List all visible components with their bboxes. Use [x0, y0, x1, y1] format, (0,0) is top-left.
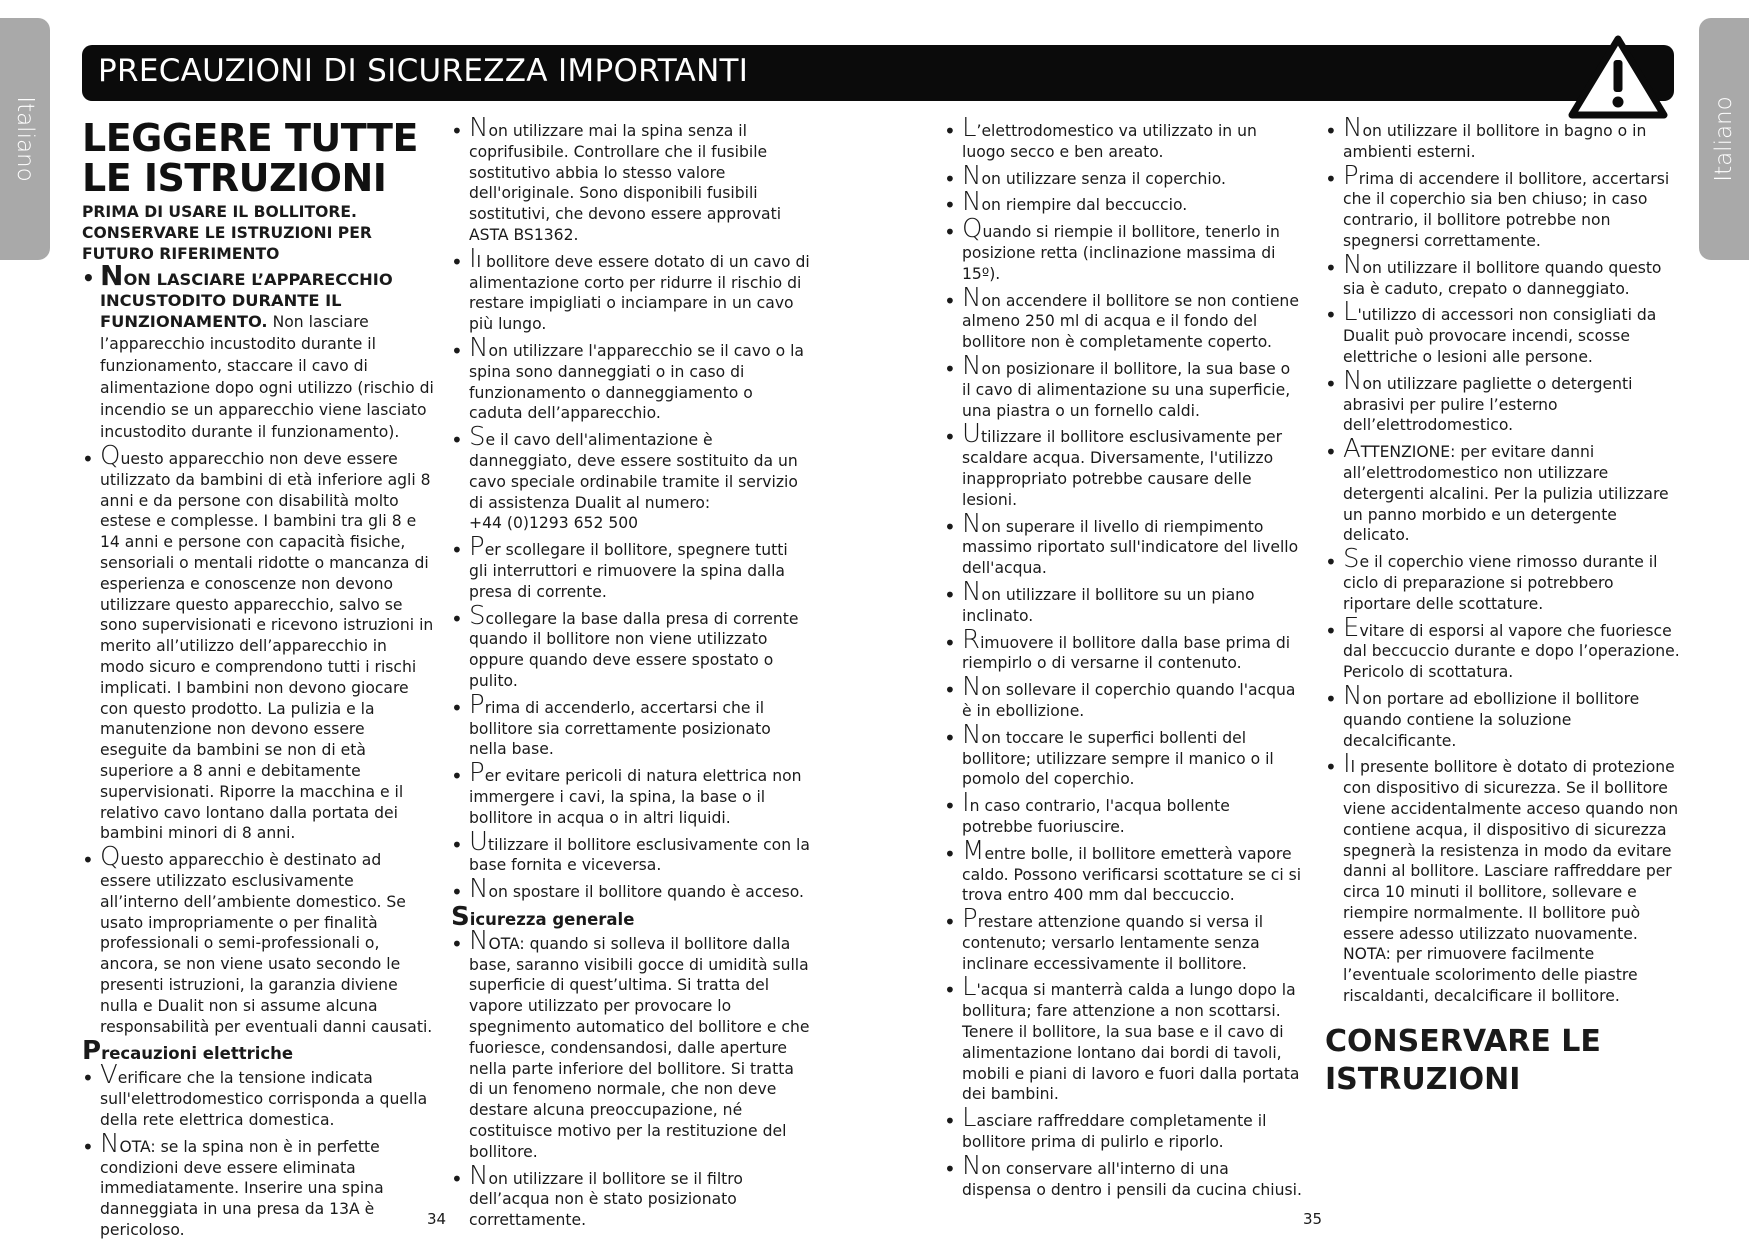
- item-initial: I: [962, 788, 970, 819]
- item-initial: U: [962, 419, 982, 450]
- item-initial: L: [962, 113, 977, 143]
- col2-section-list: [451, 925, 811, 1231]
- item-text: tilizzare il bollitore esclusivamente con la base fornita e viceversa.: [469, 835, 810, 875]
- item-initial: S: [1343, 544, 1360, 575]
- list-item: [1325, 434, 1681, 546]
- list-item: [1325, 680, 1681, 751]
- item-text: uando si riempie il bollitore, tenerlo in posizione retta (inclinazione massima di 15º).: [962, 223, 1280, 283]
- list-item: [82, 441, 434, 844]
- list-item: [451, 689, 811, 760]
- list-item: [451, 826, 811, 877]
- page-number-right: 35: [1303, 1210, 1323, 1228]
- col1-list: [82, 259, 434, 1037]
- list-item: [944, 508, 1302, 579]
- lead-rest-text: Non lasciare l’apparecchio incustodito durante il funzionamento, staccare il cavo di alimentazione dopo ogni utilizzo (rischio di incendio se un apparecchio viene lasciato incustodito durante il funzionamento).: [100, 313, 434, 441]
- list-item: [451, 874, 811, 905]
- item-text: er scollegare il bollitore, spegnere tutti gli interruttori e rimuovere la spina dalla presa di corrente.: [469, 541, 788, 601]
- item-text: entre bolle, il bollitore emetterà vapore caldo. Possono verificarsi scottature se ci si trova entro 400 mm dal beccuccio.: [962, 844, 1302, 905]
- list-item: [944, 835, 1302, 906]
- item-text: uesto apparecchio non deve essere utilizzato da bambini di età inferiore agli 8 anni e da persone con disabilità molto estese e complesse. I bambini tra gli 8 e 14 anni e persone con capacità fisiche, sensoriali o mentali ridotte o mancanza di esperienza e conoscenze non devono utilizzare questo apparecchio, salvo se sono supervisionati e ricevono istruzioni in merito all’utilizzo dell’apparecchio in modo sicuro e comprendono tutti i rischi implicati. I bambini non devono giocare con questo prodotto. La pulizia e la manutenzione non devono essere eseguite da bambini se non di età superiore a 8 anni e debitamente supervisionati. Riporre la macchina e il relativo cavo lontano dalla portata dei bambini minori di 8 anni.: [100, 450, 434, 843]
- list-item: [944, 624, 1302, 675]
- language-tab-left-label: Italiano: [12, 96, 38, 182]
- item-initial: N: [962, 508, 982, 539]
- item-text: n caso contrario, l'acqua bollente potrebbe fuoriuscire.: [962, 797, 1230, 836]
- list-item: [944, 719, 1302, 790]
- item-text: on utilizzare senza il coperchio.: [981, 169, 1226, 188]
- item-initial: P: [1343, 160, 1359, 191]
- item-initial: I: [469, 243, 477, 274]
- list-item: [944, 788, 1302, 838]
- item-text: asciare raffreddare completamente il bollitore prima di pulirlo e riporlo.: [962, 1112, 1267, 1152]
- column-4: [1325, 113, 1681, 1099]
- item-text: rima di accendere il bollitore, accertarsi che il coperchio sia ben chiuso; in caso contrario, il bollitore potrebbe non spegnersi correttamente.: [1343, 169, 1670, 250]
- item-initial: P: [469, 532, 485, 563]
- item-initial: N: [962, 187, 982, 218]
- language-tab-right: [1699, 18, 1749, 260]
- item-text: on toccare le superfici bollenti del bollitore; utilizzare sempre il manico o il pomolo del coperchio.: [962, 728, 1274, 789]
- item-text: on utilizzare il bollitore in bagno o in ambienti esterni.: [1343, 122, 1647, 161]
- item-text: l presente bollitore è dotato di protezione con dispositivo di sicurezza. Se il bollitore viene accidentalmente acceso quando non contiene acqua, il dispositivo di sicurezza spegnerà la resistenza in modo da evitare danni al bollitore. Lasciare raffreddare per circa 10 minuti il bollitore, sollevare e riempire normalmente. Il bollitore può essere adesso utilizzato nuovamente.: [1343, 758, 1679, 943]
- list-item: [82, 842, 434, 1037]
- list-item: [451, 925, 811, 1163]
- item-text: on utilizzare pagliette o detergenti abrasivi per pulire l’esterno dell’elettrodomestico.: [1343, 374, 1633, 435]
- list-item: [451, 600, 811, 692]
- item-initial: E: [1343, 612, 1360, 643]
- support-phone: +44 (0)1293 652 500: [469, 514, 639, 533]
- item-text: on portare ad ebollizione il bollitore quando contiene la soluzione decalcificante.: [1343, 689, 1640, 750]
- section-heading-general: [451, 901, 811, 932]
- list-item: [944, 1103, 1302, 1153]
- section-initial: S: [451, 901, 470, 932]
- list-item: [82, 259, 434, 443]
- item-initial: N: [469, 332, 489, 363]
- section-heading-electrical: [82, 1036, 434, 1067]
- list-item: [944, 350, 1302, 421]
- item-initial: N: [469, 925, 489, 956]
- item-initial: N: [100, 1128, 120, 1159]
- item-initial: N: [962, 1150, 982, 1181]
- list-item: [944, 1150, 1302, 1201]
- item-initial: R: [962, 624, 981, 655]
- item-text: on posizionare il bollitore, la sua base o il cavo di alimentazione su una superficie, una piastra o un fornello caldi.: [962, 359, 1291, 420]
- item-initial: N: [962, 160, 982, 191]
- item-initial: N: [1343, 365, 1363, 396]
- item-text: imuovere il bollitore dalla base prima di riempirlo o di versarne il contenuto.: [962, 633, 1291, 673]
- section-initial: P: [82, 1036, 102, 1067]
- list-item: [1325, 544, 1681, 614]
- list-item: [451, 243, 811, 335]
- col3-list: [944, 113, 1302, 1200]
- item-initial: N: [1343, 680, 1363, 711]
- item-text: on utilizzare il bollitore se il filtro dell’acqua non è stato posizionato correttamente.: [469, 1169, 743, 1230]
- item-text: on sollevare il coperchio quando l'acqua è in ebollizione.: [962, 681, 1296, 720]
- item-text: uesto apparecchio è destinato ad essere utilizzato esclusivamente all’interno dell’ambiente domestico. Se usato impropriamente o per finalità professionali o semi-professionali o, ancora, se non viene usato secondo le presenti istruzioni, la garanzia diviene nulla e Dualit non si assume alcuna responsabilità per eventuali danni causati.: [100, 851, 433, 1036]
- item-text: on utilizzare il bollitore quando questo sia è caduto, crepato o danneggiato.: [1343, 258, 1662, 298]
- item-text: OTA: quando si solleva il bollitore dalla base, saranno visibili gocce di umidità sulla superficie di quest’ultima. Si tratta del vapore utilizzato per provocare lo spegnimento automatico del bollitore e che fuoriesce, condensandosi, dalle aperture nella parte inferiore del bollitore. Si tratta di un fenomeno normale, che non deve destare alcuna preoccupazione, né costituisce motivo per la restituzione del bollitore.: [469, 934, 810, 1161]
- column-2: [451, 113, 811, 1234]
- item-text: vitare di esporsi al vapore che fuoriesce dal beccuccio durante e dopo l’operazione. Pericolo di scottatura.: [1343, 621, 1680, 682]
- item-initial: N: [962, 672, 982, 703]
- item-initial: Q: [962, 214, 983, 245]
- item-initial: Q: [100, 441, 121, 471]
- col4-list: [1325, 113, 1681, 1007]
- list-item: [1325, 160, 1681, 252]
- list-item: [1325, 297, 1681, 367]
- item-text: on riempire dal beccuccio.: [981, 196, 1188, 215]
- item-initial: Q: [100, 842, 121, 873]
- item-initial: V: [100, 1060, 118, 1091]
- lead-initial: N: [100, 259, 124, 292]
- main-title: [82, 118, 434, 198]
- keep-instructions-title: [1325, 1023, 1681, 1099]
- item-text: TTENZIONE: per evitare danni all’elettrodomestico non utilizzare detergenti alcalini. Per la pulizia utilizzare un panno morbido e un detergente delicato.: [1343, 443, 1669, 545]
- list-item: [451, 113, 811, 246]
- page-number-left: 34: [427, 1210, 447, 1228]
- item-initial: N: [1343, 249, 1363, 280]
- list-item: [451, 332, 811, 424]
- item-initial: N: [962, 282, 982, 313]
- list-item: [451, 422, 811, 534]
- list-item: [451, 758, 811, 828]
- item-initial: U: [469, 826, 489, 857]
- item-initial: P: [962, 904, 978, 935]
- list-item: [1325, 749, 1681, 1007]
- item-initial: N: [469, 874, 489, 905]
- item-initial: S: [469, 600, 486, 631]
- item-text: on accendere il bollitore se non contiene almeno 250 ml di acqua e il fondo del bollitore non è completamente coperto.: [962, 291, 1299, 352]
- main-title-line-2: LE ISTRUZIONI: [82, 156, 387, 200]
- item-initial: P: [469, 758, 485, 789]
- lead-bold-text: ON LASCIARE L’APPARECCHIO INCUSTODITO DURANTE IL FUNZIONAMENTO.: [100, 270, 393, 331]
- item-text: on utilizzare mai la spina senza il coprifusibile. Controllare che il fusibile sostitutivo abbia lo stesso valore dell'originale. Sono disponibili fusibili sostitutivi, che devono essere approvati ASTA BS1362.: [469, 122, 782, 244]
- section-title: icurezza generale: [469, 909, 635, 929]
- keep-instructions-line-2: ISTRUZIONI: [1325, 1061, 1521, 1097]
- item-initial: N: [962, 719, 982, 750]
- list-item: [1325, 612, 1681, 683]
- item-text: 'utilizzo di accessori non consigliati da Dualit può provocare incendi, scosse elettriche o lesioni alle persone.: [1343, 306, 1657, 366]
- list-item: [1325, 249, 1681, 300]
- list-item: [944, 160, 1302, 191]
- list-item: [451, 1160, 811, 1231]
- language-tab-right-label: Italiano: [1711, 96, 1737, 182]
- list-item: [82, 1060, 434, 1130]
- item-text: tilizzare il bollitore esclusivamente per scaldare acqua. Diversamente, l'utilizzo inappropriato potrebbe causare delle lesioni.: [962, 428, 1283, 509]
- item-initial: N: [962, 576, 982, 607]
- list-item: [1325, 113, 1681, 163]
- warning-icon: [1567, 34, 1669, 120]
- item-text: e il coperchio viene rimosso durante il ciclo di preparazione si potrebbero riportare delle scottature.: [1343, 553, 1658, 613]
- column-1: [82, 118, 434, 1241]
- list-item: [944, 113, 1302, 163]
- col1-section-list: [82, 1060, 434, 1240]
- list-item: [944, 576, 1302, 627]
- item-text: erificare che la tensione indicata sull'elettrodomestico corrisponda a quella della rete elettrica domestica.: [100, 1069, 428, 1129]
- language-tab-left: [0, 18, 50, 260]
- item-initial: N: [469, 113, 489, 143]
- item-text: rima di accenderlo, accertarsi che il bollitore sia correttamente posizionato nella base.: [469, 698, 771, 759]
- main-title-line-1: LEGGERE TUTTE: [82, 116, 418, 160]
- item-text: on utilizzare il bollitore su un piano inclinato.: [962, 585, 1255, 625]
- list-item: [944, 282, 1302, 353]
- list-item: [944, 214, 1302, 284]
- item-initial: N: [469, 1160, 489, 1191]
- item-text: er evitare pericoli di natura elettrica non immergere i cavi, la spina, la base o il bollitore in acqua o in altri liquidi.: [469, 767, 802, 827]
- column-3: [944, 113, 1302, 1203]
- subtitle: PRIMA DI USARE IL BOLLITORE. CONSERVARE LE ISTRUZIONI PER FUTURO RIFERIMENTO: [82, 203, 372, 263]
- item-text: 'acqua si manterrà calda a lungo dopo la bollitura; fare attenzione a non scottarsi. Tenere il bollitore, la sua base e il cavo di alimentazione lontano dai bordi di tavoli, mobili e piani di lavoro e fuori dalla portata dei bambini.: [962, 981, 1300, 1104]
- list-item: [944, 972, 1302, 1105]
- list-item: [944, 904, 1302, 974]
- item-initial: I: [1343, 749, 1351, 780]
- header-bar: [82, 45, 1674, 101]
- item-text: on superare il livello di riempimento massimo riportato sull'indicatore del livello dell'acqua.: [962, 517, 1299, 578]
- item-initial: N: [1343, 113, 1363, 143]
- item-initial: A: [1343, 434, 1361, 465]
- list-item: [944, 419, 1302, 510]
- item-text: l bollitore deve essere dotato di un cavo di alimentazione corto per ridurre il rischio di restare impigliati o inciampare in un cavo più lungo.: [469, 252, 810, 334]
- page-title: PRECAUZIONI DI SICUREZZA IMPORTANTI: [98, 53, 749, 89]
- item-text: restare attenzione quando si versa il contenuto; versarlo lentamente senza inclinare eccessivamente il bollitore.: [962, 913, 1264, 973]
- item-text: collegare la base dalla presa di corrente quando il bollitore non viene utilizzato oppure quando deve essere spostato o pulito.: [469, 609, 799, 690]
- item-text: on spostare il bollitore quando è acceso.: [488, 883, 804, 902]
- item-text: ’elettrodomestico va utilizzato in un luogo secco e ben areato.: [962, 122, 1257, 161]
- item-initial: L: [962, 1103, 977, 1134]
- section-title: recauzioni elettriche: [101, 1044, 294, 1064]
- item-initial: M: [962, 835, 985, 866]
- item-initial: P: [469, 689, 485, 720]
- col2-list: [451, 113, 811, 905]
- item-initial: N: [962, 350, 982, 381]
- note-text: NOTA: per rimuovere facilmente l’eventuale scolorimento delle piastre riscaldanti, decalcificare il bollitore.: [1343, 945, 1638, 1006]
- list-item: [1325, 365, 1681, 436]
- list-item: [944, 672, 1302, 722]
- list-item: [944, 187, 1302, 218]
- list-item: [451, 532, 811, 602]
- item-text: on utilizzare l'apparecchio se il cavo o la spina sono danneggiati o in caso di funzionamento o danneggiamento o caduta dell’apparecchio.: [469, 341, 804, 423]
- item-text: e il cavo dell'alimentazione è danneggiato, deve essere sostituito da un cavo speciale ordinabile tramite il servizio di assistenza Dualit al numero:: [469, 431, 798, 512]
- item-text: OTA: se la spina non è in perfette condizioni deve essere eliminata immediatamente. Inserire una spina danneggiata in una presa da 13A è pericoloso.: [100, 1137, 384, 1239]
- list-item: [82, 1128, 434, 1241]
- keep-instructions-line-1: CONSERVARE LE: [1325, 1023, 1601, 1059]
- item-initial: S: [469, 422, 486, 453]
- item-initial: L: [1343, 297, 1358, 328]
- item-text: on conservare all'interno di una dispensa o dentro i pensili da cucina chiusi.: [962, 1159, 1302, 1199]
- item-initial: L: [962, 972, 977, 1003]
